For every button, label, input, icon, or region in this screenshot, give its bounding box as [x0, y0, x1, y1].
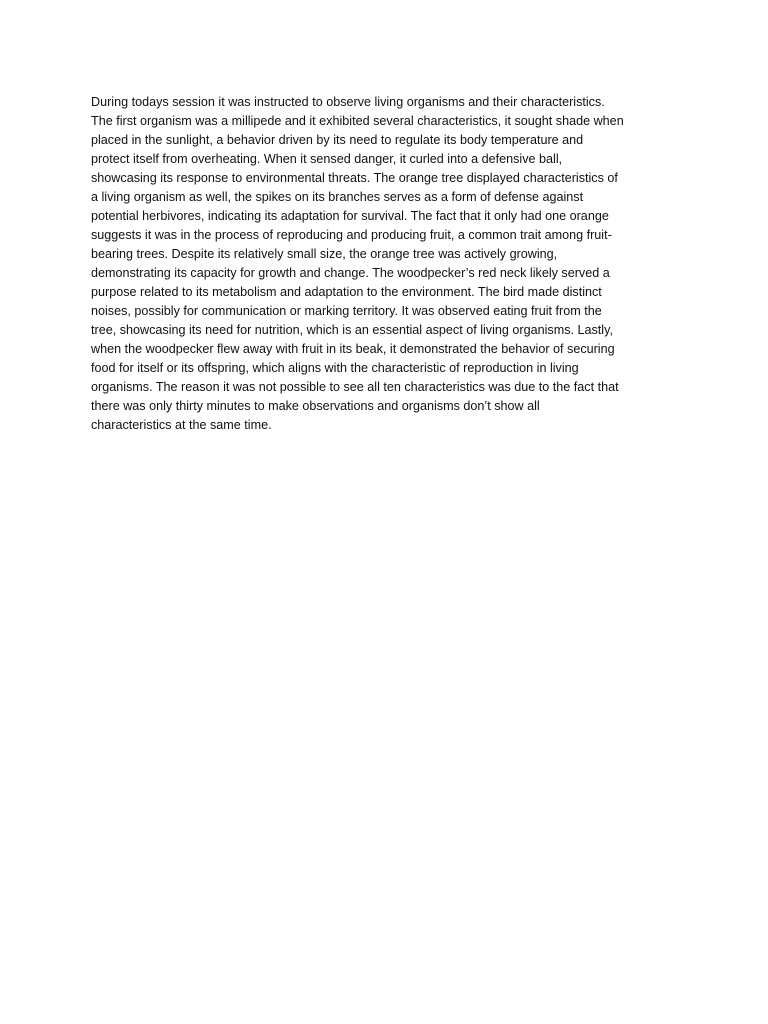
paragraph-line-2: The first organism was a millipede and it exhibited several characteristics, it sought shade when	[91, 114, 624, 128]
paragraph-line-15: food for itself or its offspring, which aligns with the characteristic of reproduction in living	[91, 361, 579, 375]
paragraph-line-3: placed in the sunlight, a behavior driven by its need to regulate its body temperature and	[91, 133, 584, 147]
paragraph-line-7: potential herbivores, indicating its adaptation for survival. The fact that it only had one orange	[91, 209, 609, 223]
paragraph-line-6: a living organism as well, the spikes on its branches serves as a form of defense against	[91, 190, 584, 204]
paragraph-line-12: noises, possibly for communication or marking territory. It was observed eating fruit from the	[91, 304, 602, 318]
paragraph-line-13: tree, showcasing its need for nutrition, which is an essential aspect of living organisms. Lastly,	[91, 323, 613, 337]
paragraph-line-9: bearing trees. Despite its relatively small size, the orange tree was actively growing,	[91, 247, 558, 261]
paragraph-line-17: there was only thirty minutes to make observations and organisms don’t show all	[91, 399, 540, 413]
paragraph-line-5: showcasing its response to environmental threats. The orange tree displayed characteristics of	[91, 171, 618, 185]
paragraph-line-10: demonstrating its capacity for growth and change. The woodpecker’s red neck likely served a	[91, 266, 610, 280]
paragraph-line-4: protect itself from overheating. When it sensed danger, it curled into a defensive ball,	[91, 152, 563, 166]
paragraph-line-16: organisms. The reason it was not possible to see all ten characteristics was due to the fact that	[91, 380, 619, 394]
paragraph-line-14: when the woodpecker flew away with fruit in its beak, it demonstrated the behavior of securing	[91, 342, 615, 356]
paragraph-line-1: During todays session it was instructed to observe living organisms and their characteristics.	[91, 95, 605, 109]
paragraph-line-8: suggests it was in the process of reproducing and producing fruit, a common trait among fruit-	[91, 228, 612, 242]
paragraph-line-11: purpose related to its metabolism and adaptation to the environment. The bird made distinct	[91, 285, 602, 299]
paragraph-line-18: characteristics at the same time.	[91, 418, 272, 432]
